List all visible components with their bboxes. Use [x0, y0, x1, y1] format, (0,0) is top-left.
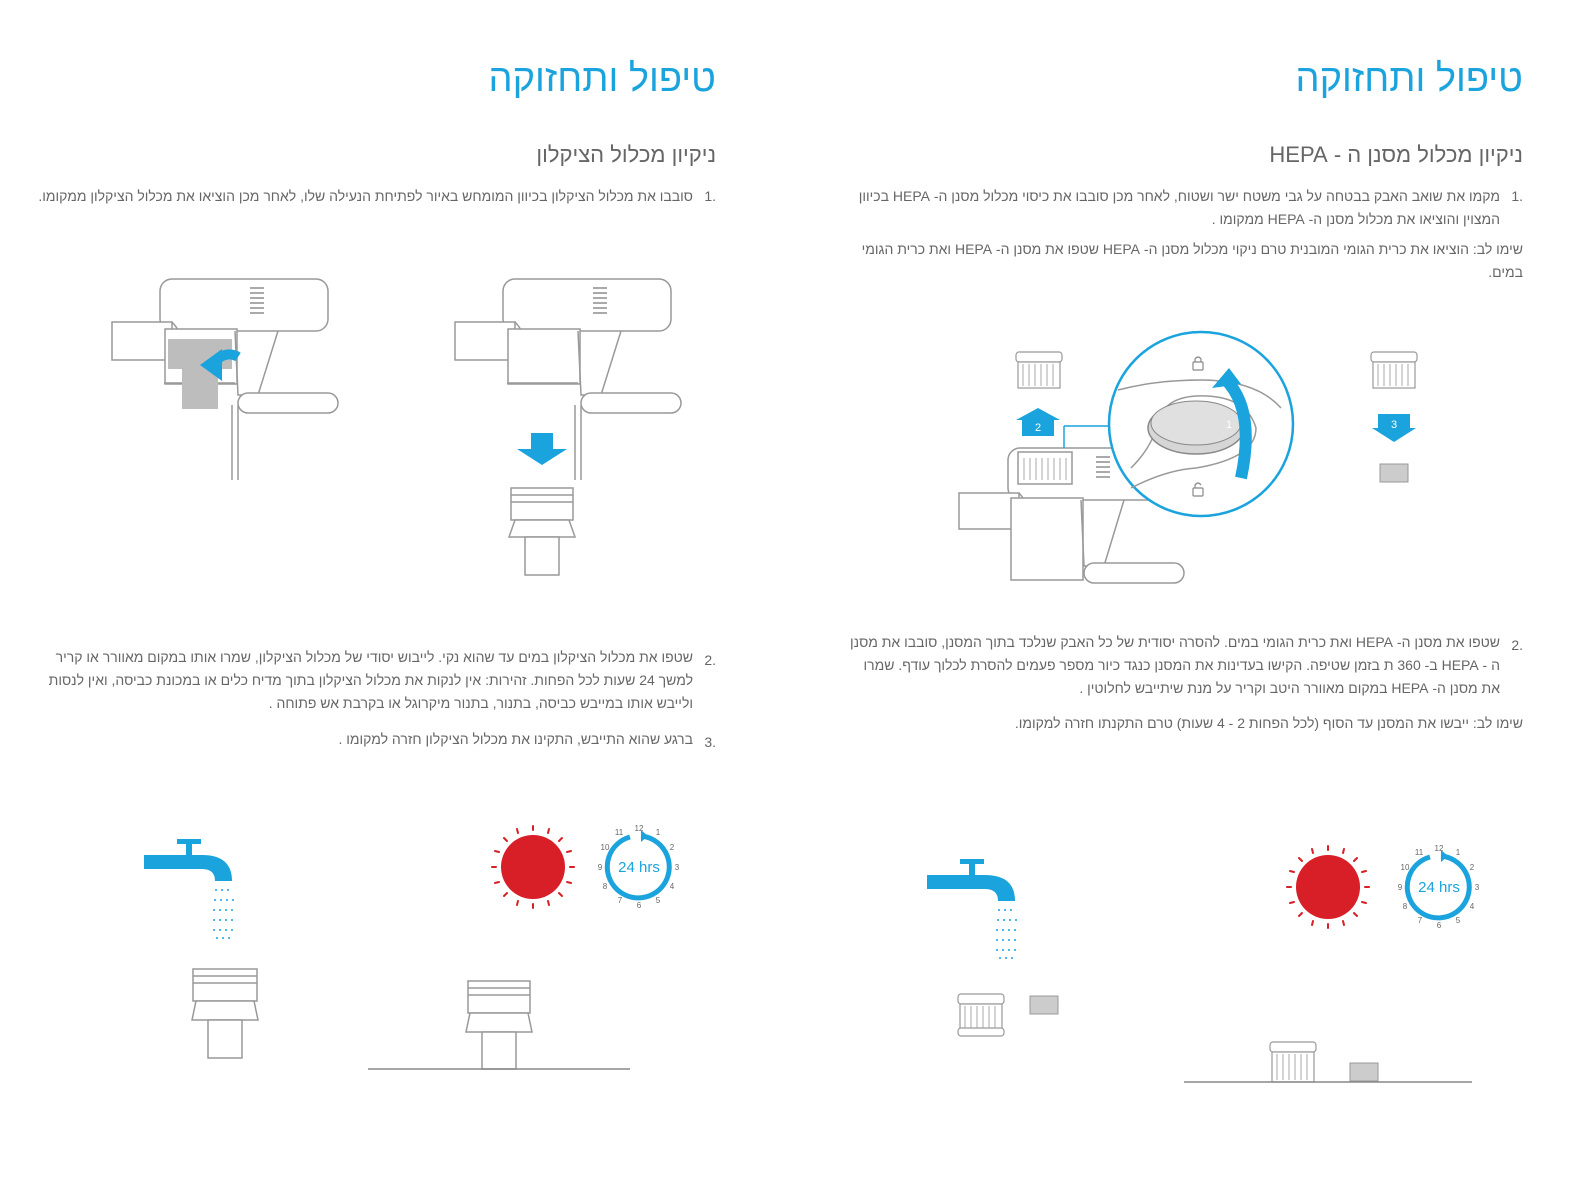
clock-number: 12: [1434, 844, 1444, 853]
sun-icon: [488, 822, 578, 912]
step-text: שטפו את מסנן ה- HEPA ואת כרית הגומי במים. להסרה יסודית של כל האבק שנלכד בתוך המסנן, סובבו את מסנן ה - HEPA ב- 360 ת בזמן שטיפה. הקישו בעדינות את המסנן כנגד כיור מספר פעמים להסרת לכלוך עודף. שמרו את מסנן ה- HEPA במקום מאוורר היטב וקריר על מנת שיתייבש לחלוטין .: [849, 634, 1500, 696]
step-number: 3.: [704, 734, 716, 750]
clock-number: 5: [1455, 916, 1461, 925]
clock-number: 8: [602, 882, 608, 891]
section-subtitle: ניקיון מכלול הציקלון: [536, 142, 716, 167]
vacuum-remove-illustration: [453, 275, 693, 580]
step-number: 1.: [1511, 188, 1523, 204]
right-page: [793, 0, 1587, 1191]
hepa-washing-illustration: [956, 990, 1066, 1040]
clock-number: 3: [1474, 883, 1480, 892]
clock-number: 4: [669, 882, 675, 891]
faucet-icon: [140, 835, 250, 945]
left-page: [0, 0, 793, 1191]
clock-number: 10: [600, 843, 610, 852]
vacuum-rotate-illustration: [110, 275, 350, 490]
clock-number: 1: [1455, 848, 1461, 857]
sun-icon: [1283, 842, 1373, 932]
clock-icon: [594, 822, 684, 912]
clock-number: 5: [655, 896, 661, 905]
clock-number: 10: [1400, 863, 1410, 872]
clock-number: 9: [597, 863, 603, 872]
step-text: שטפו את מכלול הציקלון במים עד שהוא נקי. לייבוש יסודי של מכלול הציקלון, שמרו אותו במקום מאוורר או קריר למשך 24 שעות לכל הפחות. זהירות: אין לנקות את מכלול הציקלון בתוך מדיח כלים או במכונת כביסה, ואין לנסות ולייבש אותו במייבש כביסה, בתנור, בתנור מיקרוגל או בקרבת אש פתוחה .: [48, 649, 693, 711]
clock-number: 2: [1469, 863, 1475, 872]
arrow-label: 3: [1390, 419, 1398, 431]
step-number: 2.: [1511, 637, 1523, 653]
cyclone-drying-illustration: [368, 978, 630, 1073]
clock-label: 24 hrs: [618, 859, 660, 876]
clock-number: 4: [1469, 902, 1475, 911]
clock-number: 1: [655, 828, 661, 837]
arrow-label: 1: [1225, 419, 1233, 431]
page-title: טיפול ותחזוקה: [1295, 58, 1523, 100]
clock-number: 2: [669, 843, 675, 852]
clock-number: 12: [634, 824, 644, 833]
step-text: סובבו את מכלול הציקלון בכיוון המומחש באיור לפתיחת הנעילה שלו, לאחר מכן הוציאו את מכלול הציקלון ממקומו.: [38, 188, 693, 204]
cyclone-assembly-illustration: [190, 966, 260, 1061]
clock-number: 11: [1414, 848, 1424, 857]
hepa-drying-illustration: [1184, 1040, 1474, 1085]
step-number: 1.: [704, 188, 716, 204]
clock-number: 11: [614, 828, 624, 837]
hepa-removal-illustration: [956, 328, 1436, 590]
clock-number: 9: [1397, 883, 1403, 892]
clock-number: 3: [674, 863, 680, 872]
note-text: שימו לב: הוציאו את כרית הגומי המובנית טרם ניקוי מכלול מסנן ה- HEPA שטפו את מסנן ה- HEPA ואת כרית הגומי במים.: [861, 241, 1523, 280]
clock-label: 24 hrs: [1418, 879, 1460, 896]
clock-icon: [1394, 842, 1484, 932]
step-text: ברגע שהוא התייבש, התקינו את מכלול הציקלון חזרה למקומו .: [338, 731, 693, 747]
faucet-icon: [923, 855, 1033, 965]
section-subtitle: ניקיון מכלול מסנן ה - HEPA: [1269, 142, 1523, 167]
clock-number: 6: [1436, 921, 1442, 930]
clock-number: 7: [617, 896, 623, 905]
clock-number: 6: [636, 901, 642, 910]
step-text: מקמו את שואב האבק בבטחה על גבי משטח ישר ושטוח, לאחר מכן סובבו את כיסוי מכלול מסנן ה- HEPA בכיוון המצוין והוציאו את מכלול מסנן ה- HEPA ממקומו .: [858, 188, 1500, 227]
note-text: שימו לב: ייבשו את המסנן עד הסוף (לכל הפחות 2 - 4 שעות) טרם התקנתו חזרה למקומו.: [1014, 715, 1523, 731]
clock-number: 7: [1417, 916, 1423, 925]
clock-number: 8: [1402, 902, 1408, 911]
step-number: 2.: [704, 652, 716, 668]
arrow-label: 2: [1034, 422, 1042, 434]
page-title: טיפול ותחזוקה: [488, 58, 716, 100]
